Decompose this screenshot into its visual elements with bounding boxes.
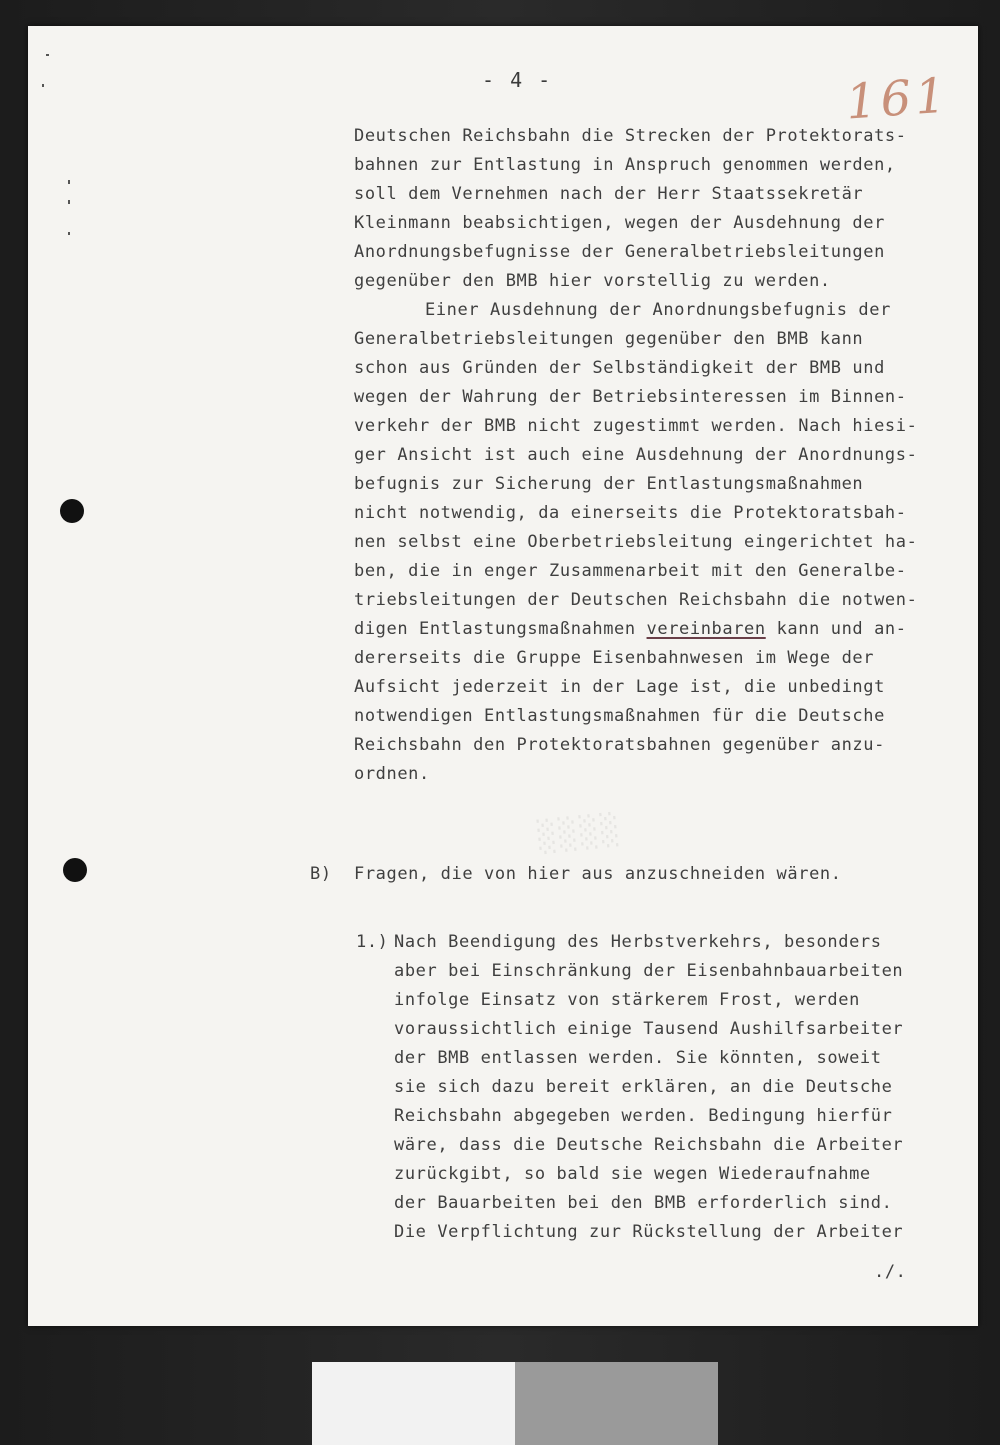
text-line: schon aus Gründen der Selbständigkeit der BMB und [354,358,885,378]
text-line: gegenüber den BMB hier vorstellig zu werden. [354,271,831,291]
text-line: zurückgibt, so bald sie wegen Wiederaufnahme [394,1164,871,1184]
text-line: Kleinmann beabsichtigen, wegen der Ausdehnung der [354,213,885,233]
document-page [28,26,978,1326]
text-line-with-underline [354,619,907,639]
text-line: notwendigen Entlastungsmaßnahmen für die Deutsche [354,706,885,726]
text-line: der Bauarbeiten bei den BMB erforderlich sind. [394,1193,893,1213]
text-line: wäre, dass die Deutsche Reichsbahn die Arbeiter [394,1135,904,1155]
text-line: triebsleitungen der Deutschen Reichsbahn die notwen- [354,590,918,610]
punch-hole-upper [60,499,84,523]
text-line: Die Verpflichtung zur Rückstellung der Arbeiter [394,1222,904,1242]
text-line: Nach Beendigung des Herbstverkehrs, besonders [394,932,882,952]
faded-stamp-mark: ░░░░ [536,811,624,856]
calibration-strip-white [312,1362,515,1445]
text-line: verkehr der BMB nicht zugestimmt werden. Nach hiesi- [354,416,918,436]
text-line: Anordnungsbefugnisse der Generalbetriebsleitungen [354,242,885,262]
handwritten-folio-number: 161 [844,67,952,131]
margin-mark [42,84,44,87]
text-line: Deutschen Reichsbahn die Strecken der Protektorats- [354,126,907,146]
section-b-heading: Fragen, die von hier aus anzuschneiden wären. [354,864,842,884]
text-fragment: kann und an- [765,619,907,639]
item-1-label: 1.) [356,932,389,952]
text-line: soll dem Vernehmen nach der Herr Staatssekretär [354,184,864,204]
text-line: Aufsicht jederzeit in der Lage ist, die unbedingt [354,677,885,697]
text-line: befugnis zur Sicherung der Entlastungsmaßnahmen [354,474,864,494]
margin-mark [68,232,70,235]
text-line: Reichsbahn abgegeben werden. Bedingung hierfür [394,1106,893,1126]
text-line: dererseits die Gruppe Eisenbahnwesen im Wege der [354,648,875,668]
page-number: - 4 - [482,68,553,92]
section-b-label: B) [310,864,332,884]
text-line: sie sich dazu bereit erklären, an die Deutsche [394,1077,893,1097]
text-line: ordnen. [354,764,430,784]
text-line: ger Ansicht ist auch eine Ausdehnung der Anordnungs- [354,445,918,465]
text-line: infolge Einsatz von stärkerem Frost, werden [394,990,860,1010]
text-line: bahnen zur Entlastung in Anspruch genommen werden, [354,155,896,175]
underlined-word: vereinbaren [646,619,766,639]
text-line: Generalbetriebsleitungen gegenüber den BMB kann [354,329,864,349]
text-line: ben, die in enger Zusammenarbeit mit den Generalbe- [354,561,907,581]
text-line: wegen der Wahrung der Betriebsinteressen im Binnen- [354,387,907,407]
calibration-strip-gray [515,1362,718,1445]
margin-mark [68,200,70,204]
text-line: voraussichtlich einige Tausend Aushilfsarbeiter [394,1019,904,1039]
text-line: Reichsbahn den Protektoratsbahnen gegenüber anzu- [354,735,885,755]
continuation-mark: ./. [874,1262,907,1282]
punch-hole-lower [63,858,87,882]
margin-mark [68,180,70,184]
text-line: der BMB entlassen werden. Sie könnten, soweit [394,1048,882,1068]
text-fragment: digen Entlastungsmaßnahmen [354,619,647,639]
text-line: nicht notwendig, da einerseits die Protektoratsbah- [354,503,907,523]
margin-mark [46,54,49,56]
text-line: nen selbst eine Oberbetriebsleitung eingerichtet ha- [354,532,918,552]
text-line: aber bei Einschränkung der Eisenbahnbauarbeiten [394,961,904,981]
text-line: Einer Ausdehnung der Anordnungsbefugnis der [425,300,891,320]
